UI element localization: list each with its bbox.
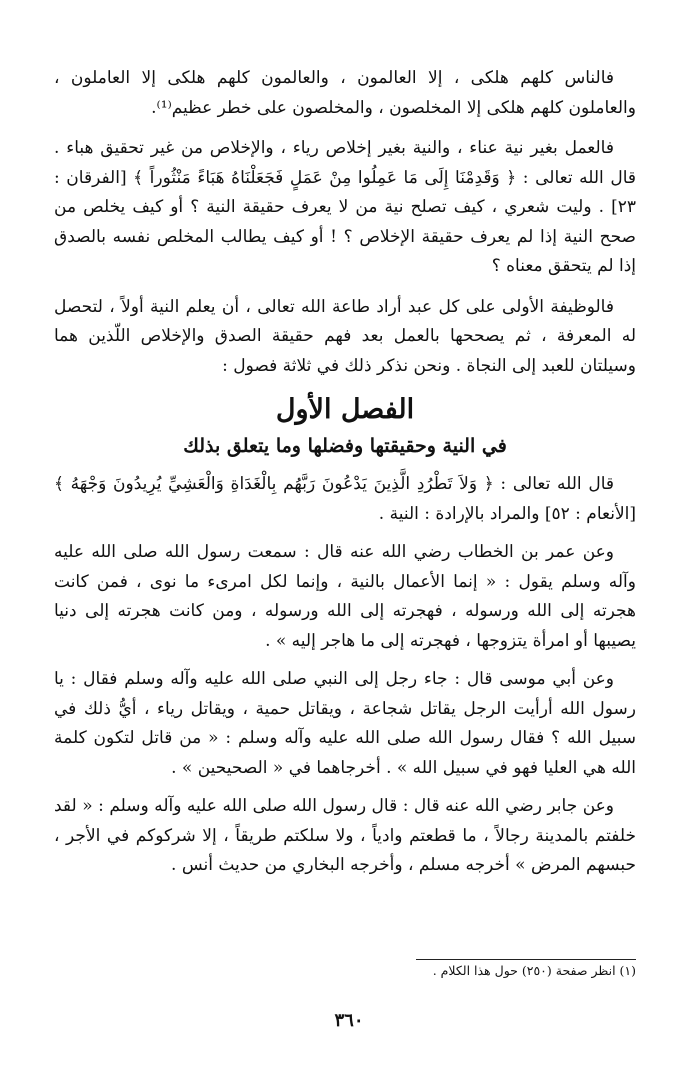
paragraph-1: فالناس كلهم هلكى ، إلا العالمون ، والعالمون كلهم هلكى إلا العاملون ، والعاملون كلهم هلكى إلا المخلصون ، والمخلصون على خطر عظيم⁽¹⁾. <box>54 68 636 118</box>
footnote-divider <box>416 959 636 960</box>
chapter-subtitle: في النية وحقيقتها وفضلها وما يتعلق بذلك <box>183 435 507 457</box>
footnote: (١) انظر صفحة (٢٥٠) حول هذا الكلام . <box>432 963 636 978</box>
page-number: ٣٦٠ <box>334 1010 364 1031</box>
main-text <box>54 64 636 890</box>
chapter-paragraph-3: وعن أبي موسى قال : جاء رجل إلى النبي صلى الله عليه وآله وسلم فقال : يا رسول الله أرأيت الرجل يقاتل شجاعة ، ويقاتل حمية ، ويقاتل رياء ، أيُّ ذلك في سبيل الله ؟ فقال رسول الله صلى الله عليه وآله وسلم : « من قاتل لتكون كلمة الله هي العليا فهو في سبيل الله » . أخرجاهما في « الصحيحين » . <box>54 669 636 778</box>
chapter-paragraph-1: قال الله تعالى : ﴿ وَلاَ تَطْرُدِ الَّذِينَ يَدْعُونَ رَبَّهُم بِالْغَدَاةِ وَالْعَشِيِّ يُرِيدُونَ وَجْهَهُ ﴾ [الأنعام : ٥٢] والمراد بالإرادة : النية . <box>54 474 636 524</box>
paragraph-2: فالعمل بغير نية عناء ، والنية بغير إخلاص رياء ، والإخلاص من غير تحقيق هباء . قال الله تعالى : ﴿ وَقَدِمْنَا إِلَى مَا عَمِلُوا مِنْ عَمَلٍ فَجَعَلْنَاهُ هَبَاءً مَنْثُوراً ﴾ [الفرقان : ٢٣] . وليت شعري ، كيف تصلح نية من لا يعرف حقيقة النية ؟ أو كيف يخلص من صحح النية إذا لم يعرف حقيقة الإخلاص ؟ ! أو كيف يطالب المخلص نفسه بالصدق إذا لم يتحقق معناه ؟ <box>54 138 636 276</box>
chapter-title: الفصل الأول <box>275 394 415 425</box>
chapter-paragraph-2: وعن عمر بن الخطاب رضي الله عنه قال : سمعت رسول الله صلى الله عليه وآله وسلم يقول : « إنما الأعمال بالنية ، وإنما لكل امرىء ما نوى ، فمن كانت هجرته إلى الله ورسوله ، فهجرته إلى الله ورسوله ، ومن كانت هجرته إلى دنيا يصيبها أو امرأة يتزوجها ، فهجرته إلى ما هاجر إليه » . <box>54 542 636 651</box>
chapter-paragraph-4: وعن جابر رضي الله عنه قال : قال رسول الله صلى الله عليه وآله وسلم : « لقد خلفتم بالمدينة رجالاً ، ما قطعتم وادياً ، ولا سلكتم طريقاً ، إلا شركوكم في الأجر ، حبسهم المرض » أخرجه مسلم ، وأخرجه البخاري من حديث أنس . <box>54 796 636 875</box>
paragraph-3: فالوظيفة الأولى على كل عبد أراد طاعة الله تعالى ، أن يعلم النية أولاً ، لتحصل له المعرفة ، ثم يصححها بالعمل بعد فهم حقيقة الصدق والإخلاص اللّذين هما وسيلتان للعبد إلى النجاة . ونحن نذكر ذلك في ثلاثة فصول : <box>54 296 636 376</box>
